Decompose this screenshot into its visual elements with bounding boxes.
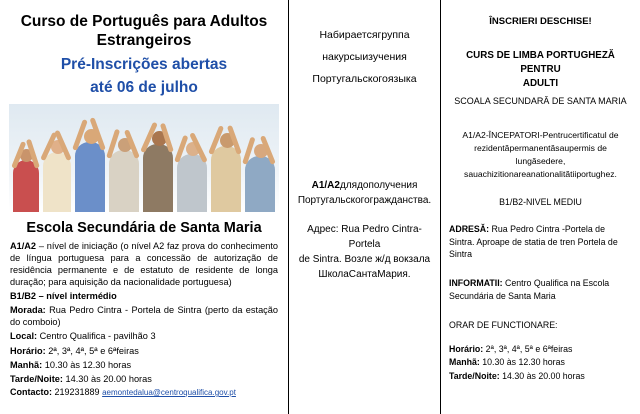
romanian-title-line2: ADULTI bbox=[522, 78, 559, 90]
level-a-paragraph bbox=[10, 240, 278, 289]
russian-address-line3: ШколаСантаМария. bbox=[318, 269, 411, 281]
local-value: Centro Qualifica - pavilhão 3 bbox=[39, 331, 156, 342]
romanian-info bbox=[449, 277, 632, 303]
russian-levels-tail: длядополучения bbox=[339, 180, 418, 192]
russian-levels-label: А1/А2 bbox=[311, 180, 340, 192]
contact-line bbox=[10, 387, 278, 399]
romanian-info-label: INFORMATII: bbox=[449, 278, 503, 289]
person-figure bbox=[43, 152, 71, 212]
romanian-evening-label: Tarde/Noite: bbox=[449, 370, 500, 381]
schedule-value: 2ª, 3ª, 4ª, 5ª e 6ªfeiras bbox=[48, 345, 139, 356]
romanian-level-b: B1/B2-NIVEL MEDIU bbox=[499, 196, 582, 207]
romanian-schedule-value: 2ª, 3ª, 4ª, 5ª e 6ªfeiras bbox=[485, 344, 573, 355]
romanian-header: ÎNSCRIERI DESCHISE! bbox=[489, 16, 592, 27]
russian-column bbox=[288, 0, 440, 414]
russian-address-line2: de Sintra. Возле ж/д вокзала bbox=[298, 254, 431, 266]
schedule-line bbox=[10, 345, 278, 357]
romanian-info-value: Centro Qualifica na Escola Secundária de Santa Maria bbox=[449, 278, 610, 301]
evening-label: Tarde/Noite: bbox=[10, 373, 63, 384]
russian-headline bbox=[297, 24, 432, 90]
russian-citizenship: Португальскогогражданства. bbox=[297, 195, 432, 207]
romanian-address-label: ADRESĂ: bbox=[449, 223, 490, 234]
schedule-label: Horário: bbox=[10, 345, 46, 356]
romanian-hours bbox=[449, 343, 632, 383]
romanian-paragraph: A1/A2-ÎNCEPATORI-Pentrucertificatul de rezidentăpermanentăsaupermis de lungăsedere, sauachizitionareanationalitătiiportughez. bbox=[462, 130, 619, 179]
subtitle-registration-open: Pré-Inscrições abertas bbox=[60, 55, 228, 73]
person-figure bbox=[143, 144, 173, 212]
school-name: Escola Secundária de Santa Maria bbox=[26, 219, 262, 236]
morning-value: 10.30 às 12.30 horas bbox=[44, 359, 132, 370]
romanian-address bbox=[449, 223, 632, 261]
crowd-photo bbox=[9, 104, 279, 212]
address-line bbox=[10, 304, 278, 328]
romanian-column bbox=[440, 0, 640, 414]
morning-line bbox=[10, 359, 278, 371]
romanian-school: SCOALA SECUNDARĂ DE SANTA MARIA bbox=[454, 95, 627, 106]
person-figure bbox=[109, 150, 139, 212]
romanian-evening-value: 14.30 às 20.00 horas bbox=[502, 370, 585, 381]
romanian-morning-value: 10.30 às 12.30 horas bbox=[482, 357, 565, 368]
russian-address-label: Адрес: bbox=[307, 224, 339, 236]
level-a-text: – nível de iniciação (o nível A2 faz prova do conhecimento de língua portuguesa para a concessão de autorização de residência permanente e de estatuto de residente de longa duração; para aquisição da nacionalidade portuguesa) bbox=[10, 240, 278, 287]
romanian-evening-line bbox=[449, 370, 632, 383]
russian-address bbox=[297, 222, 432, 282]
level-b-line: B1/B2 – nível intermédio bbox=[10, 291, 117, 302]
evening-line bbox=[10, 373, 278, 385]
evening-value: 14.30 às 20.00 horas bbox=[65, 373, 152, 384]
portuguese-column bbox=[0, 0, 288, 414]
address-value: Rua Pedro Cintra - Portela de Sintra (perto da estação do comboio) bbox=[10, 305, 278, 328]
contact-label: Contacto: bbox=[10, 387, 52, 398]
romanian-address-value: Rua Pedro Cintra -Portela de Sintra. Aproape de statia de tren Portela de Sintra bbox=[449, 223, 618, 260]
romanian-schedule-line bbox=[449, 343, 632, 356]
russian-headline-line2: накурсыизучения bbox=[322, 51, 407, 64]
russian-headline-line3: Португальскогоязыка bbox=[312, 73, 417, 86]
address-label: Morada: bbox=[10, 305, 46, 316]
subtitle-deadline: até 06 de julho bbox=[90, 79, 198, 97]
romanian-morning-label: Manhã: bbox=[449, 357, 480, 368]
local-line bbox=[10, 330, 278, 342]
page-title: Curso de Português para Adultos Estrangeiros bbox=[20, 13, 268, 50]
person-figure bbox=[211, 146, 241, 212]
romanian-morning-line bbox=[449, 356, 632, 369]
level-a-label: A1/A2 bbox=[10, 240, 37, 251]
russian-address-line1: Rua Pedro Cintra-Portela bbox=[341, 224, 422, 251]
morning-label: Manhã: bbox=[10, 359, 43, 370]
russian-headline-line1: Набираетсягруппа bbox=[319, 29, 410, 41]
romanian-title-line1: CURS DE LIMBA PORTUGHEZĂ PENTRU bbox=[466, 50, 615, 76]
person-figure bbox=[75, 142, 105, 212]
romanian-title bbox=[449, 49, 632, 92]
romanian-hours-header: ORAR DE FUNCTIONARE: bbox=[449, 319, 558, 330]
portuguese-body bbox=[10, 240, 278, 399]
local-label: Local: bbox=[10, 331, 38, 342]
contact-email-link[interactable]: aemontedalua@centroqualifica.gov.pt bbox=[102, 388, 236, 398]
photo-crowd bbox=[9, 104, 279, 212]
russian-levels bbox=[297, 178, 432, 208]
romanian-schedule-label: Horário: bbox=[449, 344, 484, 355]
contact-phone: 219231889 bbox=[54, 387, 100, 398]
